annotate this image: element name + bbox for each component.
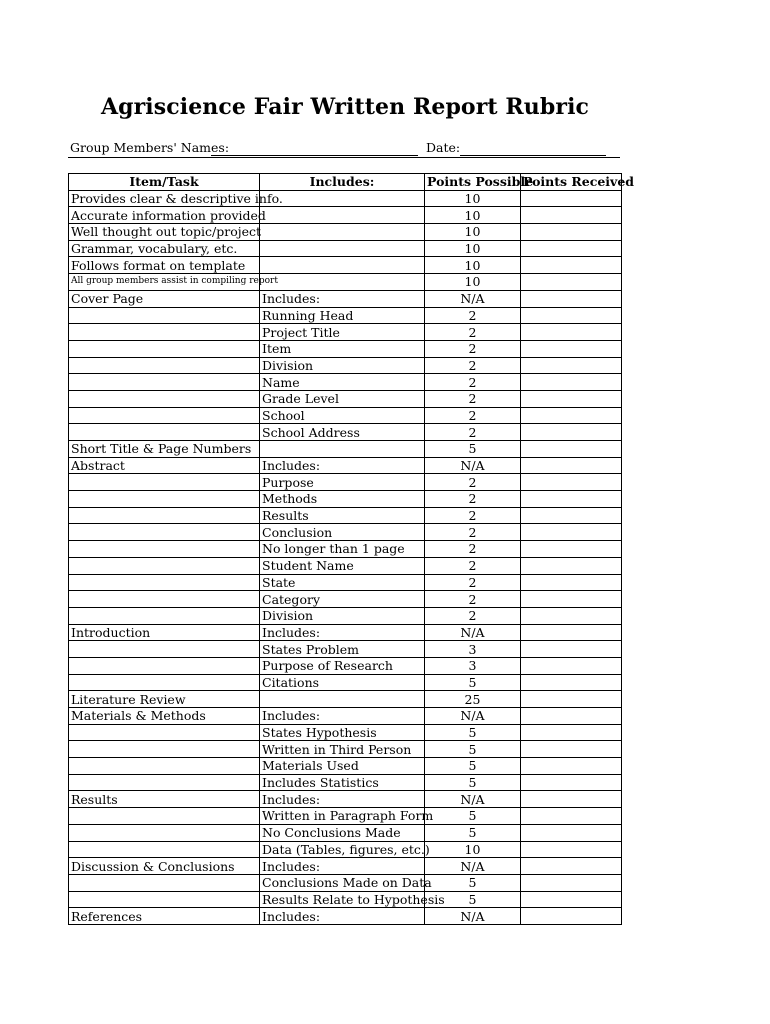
- item-task-cell: [69, 324, 260, 341]
- table-row: [69, 908, 622, 925]
- points-received-cell[interactable]: [521, 824, 622, 841]
- points-received-cell[interactable]: [521, 607, 622, 624]
- points-possible-cell: 2: [425, 307, 521, 324]
- table-row: [69, 357, 622, 374]
- points-possible-cell: 2: [425, 607, 521, 624]
- points-received-cell[interactable]: [521, 657, 622, 674]
- points-received-cell[interactable]: [521, 741, 622, 758]
- table-row: [69, 674, 622, 691]
- item-task-cell: Provides clear & descriptive info.: [69, 190, 260, 207]
- includes-cell: Grade Level: [260, 390, 425, 407]
- points-possible-cell: 2: [425, 541, 521, 558]
- points-possible-cell: 2: [425, 491, 521, 508]
- points-received-cell[interactable]: [521, 524, 622, 541]
- includes-cell: States Hypothesis: [260, 724, 425, 741]
- points-received-cell[interactable]: [521, 808, 622, 825]
- points-possible-cell: 5: [425, 774, 521, 791]
- table-row: [69, 841, 622, 858]
- item-task-cell: [69, 574, 260, 591]
- points-received-cell[interactable]: [521, 908, 622, 925]
- points-possible-cell: 2: [425, 324, 521, 341]
- points-possible-cell: 10: [425, 207, 521, 224]
- points-received-cell[interactable]: [521, 574, 622, 591]
- table-row: [69, 607, 622, 624]
- includes-cell: Item: [260, 340, 425, 357]
- table-row: [69, 257, 622, 274]
- table-row: [69, 457, 622, 474]
- item-task-cell: [69, 774, 260, 791]
- item-task-cell: [69, 657, 260, 674]
- table-row: [69, 190, 622, 207]
- table-row: [69, 507, 622, 524]
- includes-cell: [260, 190, 425, 207]
- points-received-cell[interactable]: [521, 591, 622, 608]
- item-task-cell: [69, 841, 260, 858]
- item-task-cell: All group members assist in compiling report: [69, 274, 260, 291]
- item-task-cell: [69, 340, 260, 357]
- item-task-cell: [69, 307, 260, 324]
- item-task-cell: [69, 808, 260, 825]
- item-task-cell: Short Title & Page Numbers: [69, 441, 260, 458]
- table-header-row: [69, 174, 622, 191]
- item-task-cell: [69, 491, 260, 508]
- points-received-cell[interactable]: [521, 858, 622, 875]
- includes-cell: Project Title: [260, 324, 425, 341]
- points-received-cell[interactable]: [521, 774, 622, 791]
- group-info-line: [68, 140, 620, 158]
- points-received-cell[interactable]: [521, 390, 622, 407]
- table-row: [69, 274, 622, 291]
- item-task-cell: [69, 557, 260, 574]
- points-received-cell[interactable]: [521, 874, 622, 891]
- points-possible-cell: 2: [425, 557, 521, 574]
- table-row: [69, 541, 622, 558]
- points-received-cell[interactable]: [521, 641, 622, 658]
- item-task-cell: [69, 541, 260, 558]
- item-task-cell: [69, 724, 260, 741]
- table-row: [69, 207, 622, 224]
- table-row: [69, 708, 622, 725]
- item-task-cell: [69, 758, 260, 775]
- points-received-cell[interactable]: [521, 240, 622, 257]
- points-possible-cell: 2: [425, 574, 521, 591]
- points-possible-cell: 5: [425, 674, 521, 691]
- points-received-cell[interactable]: [521, 841, 622, 858]
- item-task-cell: [69, 524, 260, 541]
- includes-cell: States Problem: [260, 641, 425, 658]
- includes-cell: Written in Third Person: [260, 741, 425, 758]
- table-row: [69, 791, 622, 808]
- item-task-cell: [69, 891, 260, 908]
- item-task-cell: Accurate information provided: [69, 207, 260, 224]
- points-possible-cell: 10: [425, 240, 521, 257]
- points-received-cell[interactable]: [521, 207, 622, 224]
- points-possible-cell: 5: [425, 874, 521, 891]
- table-row: [69, 758, 622, 775]
- item-task-cell: [69, 874, 260, 891]
- includes-cell: [260, 240, 425, 257]
- includes-cell: [260, 257, 425, 274]
- points-possible-cell: 5: [425, 741, 521, 758]
- group-members-label: Group Members' Names:: [70, 140, 230, 155]
- points-possible-cell: 5: [425, 824, 521, 841]
- table-row: [69, 724, 622, 741]
- item-task-cell: [69, 407, 260, 424]
- points-possible-cell: 2: [425, 507, 521, 524]
- includes-cell: Purpose of Research: [260, 657, 425, 674]
- points-received-cell[interactable]: [521, 708, 622, 725]
- points-possible-cell: N/A: [425, 858, 521, 875]
- table-row: [69, 624, 622, 641]
- item-task-cell: Literature Review: [69, 691, 260, 708]
- table-row: [69, 824, 622, 841]
- table-row: [69, 741, 622, 758]
- includes-cell: Includes:: [260, 624, 425, 641]
- table-row: [69, 641, 622, 658]
- points-received-cell[interactable]: [521, 190, 622, 207]
- includes-cell: Includes Statistics: [260, 774, 425, 791]
- table-row: [69, 240, 622, 257]
- table-row: [69, 324, 622, 341]
- points-received-cell[interactable]: [521, 441, 622, 458]
- item-task-cell: [69, 741, 260, 758]
- item-task-cell: [69, 824, 260, 841]
- points-possible-cell: N/A: [425, 290, 521, 307]
- item-task-cell: Discussion & Conclusions: [69, 858, 260, 875]
- rubric-table: [68, 173, 635, 925]
- points-received-cell[interactable]: [521, 224, 622, 241]
- item-task-cell: Materials & Methods: [69, 708, 260, 725]
- includes-cell: Includes:: [260, 791, 425, 808]
- table-row: [69, 574, 622, 591]
- points-possible-cell: 2: [425, 524, 521, 541]
- points-received-cell[interactable]: [521, 424, 622, 441]
- points-received-cell[interactable]: [521, 374, 622, 391]
- points-possible-cell: 10: [425, 274, 521, 291]
- points-received-cell[interactable]: [521, 491, 622, 508]
- points-received-cell[interactable]: [521, 257, 622, 274]
- includes-cell: Includes:: [260, 908, 425, 925]
- item-task-cell: Follows format on template: [69, 257, 260, 274]
- includes-cell: School: [260, 407, 425, 424]
- points-possible-cell: 2: [425, 340, 521, 357]
- points-possible-cell: 5: [425, 891, 521, 908]
- item-task-cell: [69, 591, 260, 608]
- item-task-cell: References: [69, 908, 260, 925]
- table-row: [69, 407, 622, 424]
- table-row: [69, 390, 622, 407]
- item-task-cell: [69, 390, 260, 407]
- points-possible-cell: N/A: [425, 908, 521, 925]
- table-row: [69, 224, 622, 241]
- rubric-body: [69, 190, 622, 924]
- points-possible-cell: 10: [425, 224, 521, 241]
- points-possible-cell: 2: [425, 591, 521, 608]
- includes-cell: School Address: [260, 424, 425, 441]
- includes-cell: [260, 691, 425, 708]
- points-possible-cell: 2: [425, 374, 521, 391]
- includes-cell: Results: [260, 507, 425, 524]
- table-row: [69, 891, 622, 908]
- item-task-cell: [69, 674, 260, 691]
- date-field[interactable]: [460, 155, 606, 156]
- includes-cell: Methods: [260, 491, 425, 508]
- points-possible-cell: 2: [425, 474, 521, 491]
- includes-cell: Written in Paragraph Form: [260, 808, 425, 825]
- table-row: [69, 591, 622, 608]
- includes-cell: Citations: [260, 674, 425, 691]
- item-task-cell: Results: [69, 791, 260, 808]
- table-row: [69, 441, 622, 458]
- table-row: [69, 657, 622, 674]
- includes-cell: [260, 441, 425, 458]
- points-received-cell[interactable]: [521, 290, 622, 307]
- points-received-cell[interactable]: [521, 724, 622, 741]
- includes-cell: Includes:: [260, 708, 425, 725]
- points-possible-cell: N/A: [425, 457, 521, 474]
- points-possible-cell: 2: [425, 424, 521, 441]
- table-row: [69, 474, 622, 491]
- includes-cell: No longer than 1 page: [260, 541, 425, 558]
- includes-cell: Includes:: [260, 290, 425, 307]
- includes-cell: Conclusion: [260, 524, 425, 541]
- header-includes: Includes:: [260, 174, 425, 191]
- points-possible-cell: N/A: [425, 791, 521, 808]
- item-task-cell: [69, 507, 260, 524]
- points-possible-cell: 25: [425, 691, 521, 708]
- points-received-cell[interactable]: [521, 457, 622, 474]
- table-row: [69, 290, 622, 307]
- points-received-cell[interactable]: [521, 507, 622, 524]
- includes-cell: Conclusions Made on Data: [260, 874, 425, 891]
- item-task-cell: [69, 424, 260, 441]
- table-row: [69, 307, 622, 324]
- includes-cell: Student Name: [260, 557, 425, 574]
- points-possible-cell: 10: [425, 257, 521, 274]
- page-title: Agriscience Fair Written Report Rubric: [100, 94, 590, 120]
- points-received-cell[interactable]: [521, 357, 622, 374]
- points-received-cell[interactable]: [521, 624, 622, 641]
- points-received-cell[interactable]: [521, 891, 622, 908]
- table-row: [69, 858, 622, 875]
- table-row: [69, 491, 622, 508]
- points-possible-cell: 5: [425, 808, 521, 825]
- points-possible-cell: 3: [425, 657, 521, 674]
- table-row: [69, 524, 622, 541]
- points-possible-cell: 10: [425, 190, 521, 207]
- points-possible-cell: N/A: [425, 624, 521, 641]
- points-received-cell[interactable]: [521, 407, 622, 424]
- points-possible-cell: N/A: [425, 708, 521, 725]
- includes-cell: Name: [260, 374, 425, 391]
- includes-cell: Category: [260, 591, 425, 608]
- item-task-cell: Well thought out topic/project: [69, 224, 260, 241]
- header-item-task: Item/Task: [69, 174, 260, 191]
- includes-cell: Includes:: [260, 858, 425, 875]
- points-received-cell[interactable]: [521, 324, 622, 341]
- points-possible-cell: 10: [425, 841, 521, 858]
- includes-cell: Running Head: [260, 307, 425, 324]
- points-possible-cell: 2: [425, 407, 521, 424]
- includes-cell: [260, 224, 425, 241]
- item-task-cell: Cover Page: [69, 290, 260, 307]
- item-task-cell: Grammar, vocabulary, etc.: [69, 240, 260, 257]
- points-received-cell[interactable]: [521, 541, 622, 558]
- points-possible-cell: 5: [425, 724, 521, 741]
- table-row: [69, 874, 622, 891]
- includes-cell: Purpose: [260, 474, 425, 491]
- points-received-cell[interactable]: [521, 791, 622, 808]
- points-received-cell[interactable]: [521, 691, 622, 708]
- points-received-cell[interactable]: [521, 307, 622, 324]
- includes-cell: Results Relate to Hypothesis: [260, 891, 425, 908]
- includes-cell: [260, 207, 425, 224]
- points-possible-cell: 5: [425, 441, 521, 458]
- points-received-cell[interactable]: [521, 474, 622, 491]
- header-points-received: Points Received: [521, 174, 622, 191]
- table-row: [69, 424, 622, 441]
- includes-cell: No Conclusions Made: [260, 824, 425, 841]
- includes-cell: Division: [260, 357, 425, 374]
- table-row: [69, 808, 622, 825]
- table-row: [69, 374, 622, 391]
- item-task-cell: Abstract: [69, 457, 260, 474]
- points-received-cell[interactable]: [521, 674, 622, 691]
- table-row: [69, 557, 622, 574]
- table-row: [69, 691, 622, 708]
- points-received-cell[interactable]: [521, 274, 622, 291]
- item-task-cell: [69, 607, 260, 624]
- includes-cell: Division: [260, 607, 425, 624]
- includes-cell: Materials Used: [260, 758, 425, 775]
- includes-cell: State: [260, 574, 425, 591]
- item-task-cell: [69, 641, 260, 658]
- includes-cell: Includes:: [260, 457, 425, 474]
- item-task-cell: [69, 474, 260, 491]
- item-task-cell: [69, 357, 260, 374]
- points-possible-cell: 2: [425, 390, 521, 407]
- points-received-cell[interactable]: [521, 340, 622, 357]
- points-possible-cell: 2: [425, 357, 521, 374]
- includes-cell: Data (Tables, figures, etc.): [260, 841, 425, 858]
- table-row: [69, 774, 622, 791]
- includes-cell: [260, 274, 425, 291]
- points-received-cell[interactable]: [521, 758, 622, 775]
- group-members-field[interactable]: [211, 155, 418, 156]
- table-row: [69, 340, 622, 357]
- points-possible-cell: 3: [425, 641, 521, 658]
- points-received-cell[interactable]: [521, 557, 622, 574]
- item-task-cell: [69, 374, 260, 391]
- points-possible-cell: 5: [425, 758, 521, 775]
- date-label: Date:: [426, 140, 461, 155]
- item-task-cell: Introduction: [69, 624, 260, 641]
- header-points-possible: Points Possible: [425, 174, 521, 191]
